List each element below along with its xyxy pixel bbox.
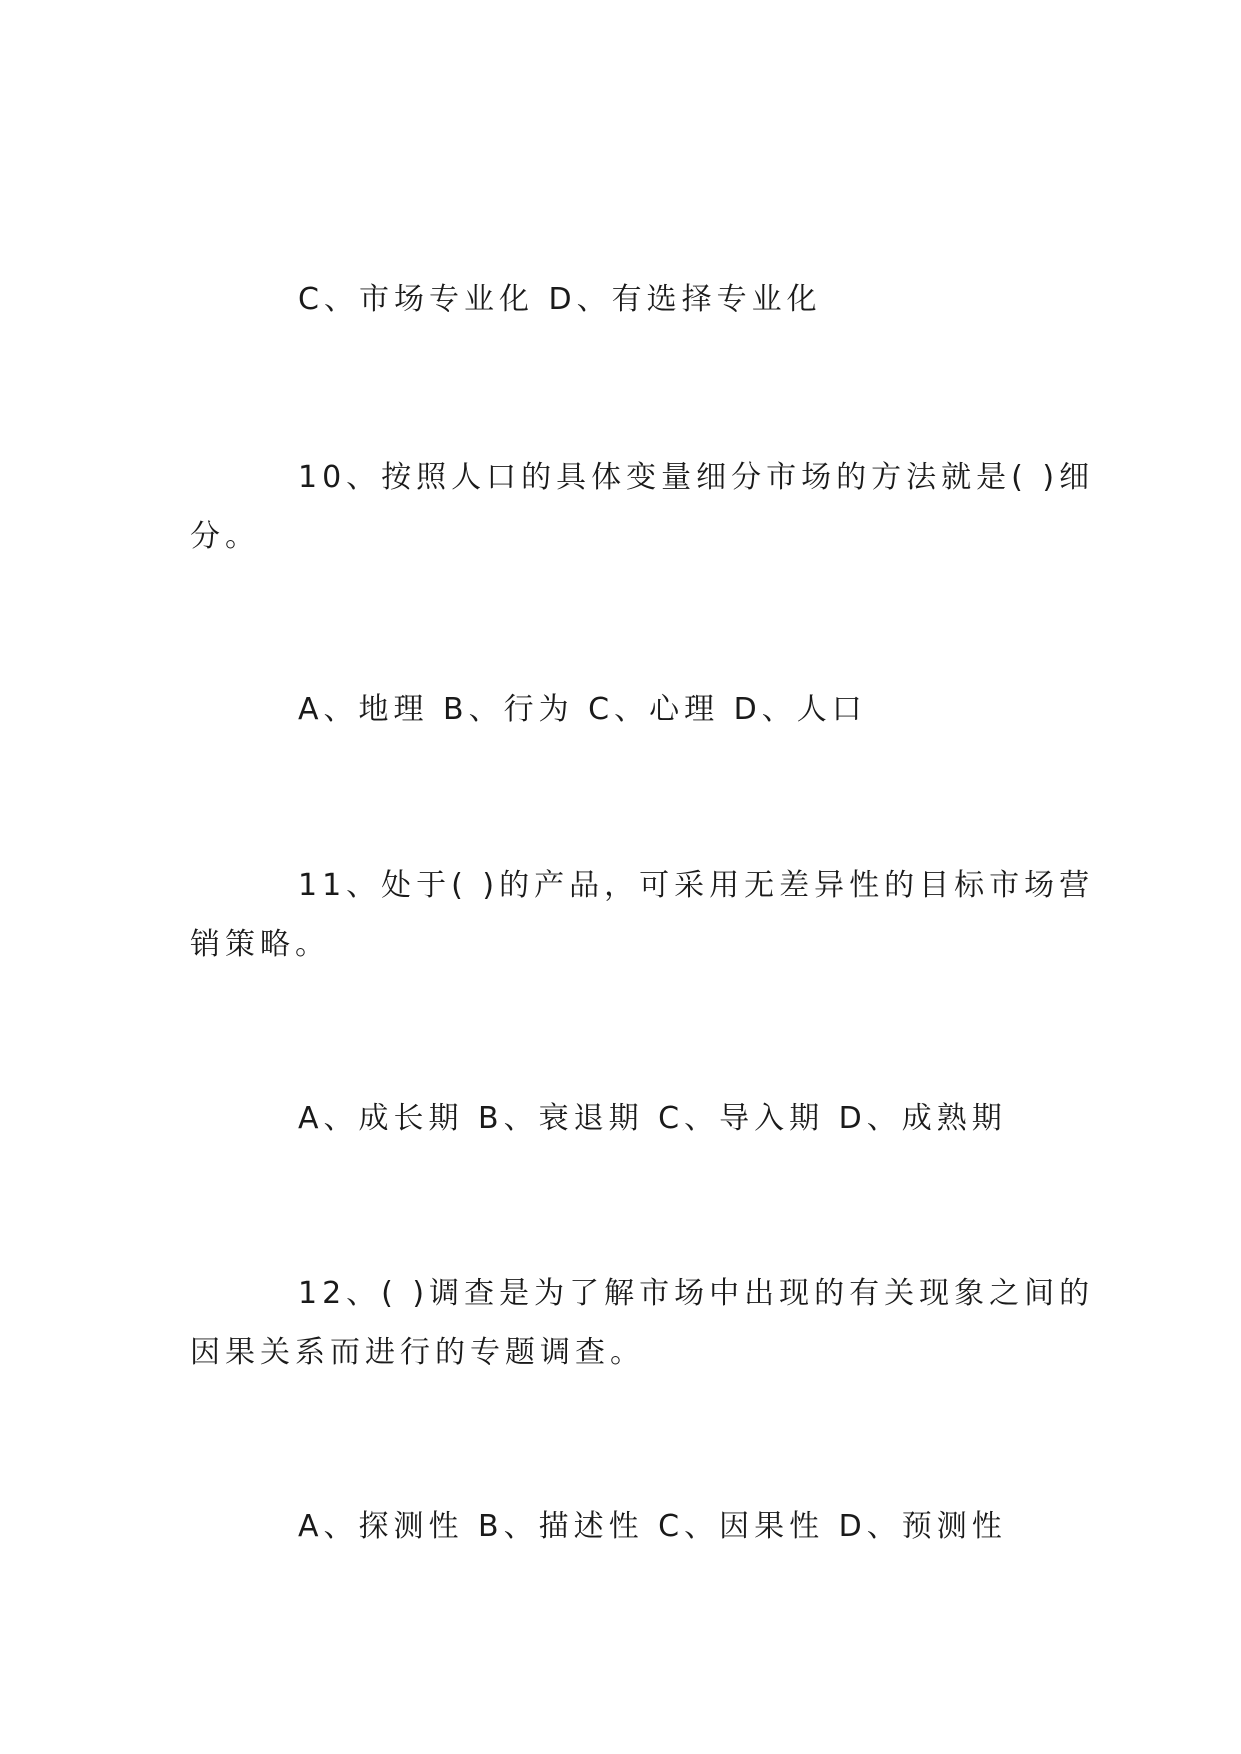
q12-stem-line2: 因果关系而进行的专题调查。 (190, 1335, 645, 1370)
q11-stem-line2: 销策略。 (190, 927, 330, 962)
q10-options: A、地理 B、行为 C、心理 D、人口 (298, 692, 867, 727)
q10-stem-line2: 分。 (190, 519, 260, 554)
q12-stem-line1: 12、( )调查是为了解市场中出现的有关现象之间的 (298, 1276, 1095, 1311)
q9-options-cd: C、市场专业化 D、有选择专业化 (298, 282, 822, 317)
q11-stem-line1: 11、处于( )的产品，可采用无差异性的目标市场营 (298, 868, 1095, 903)
q12-options: A、探测性 B、描述性 C、因果性 D、预测性 (298, 1509, 1007, 1544)
q11-options: A、成长期 B、衰退期 C、导入期 D、成熟期 (298, 1101, 1007, 1136)
q10-stem-line1: 10、按照人口的具体变量细分市场的方法就是( )细 (298, 460, 1095, 495)
